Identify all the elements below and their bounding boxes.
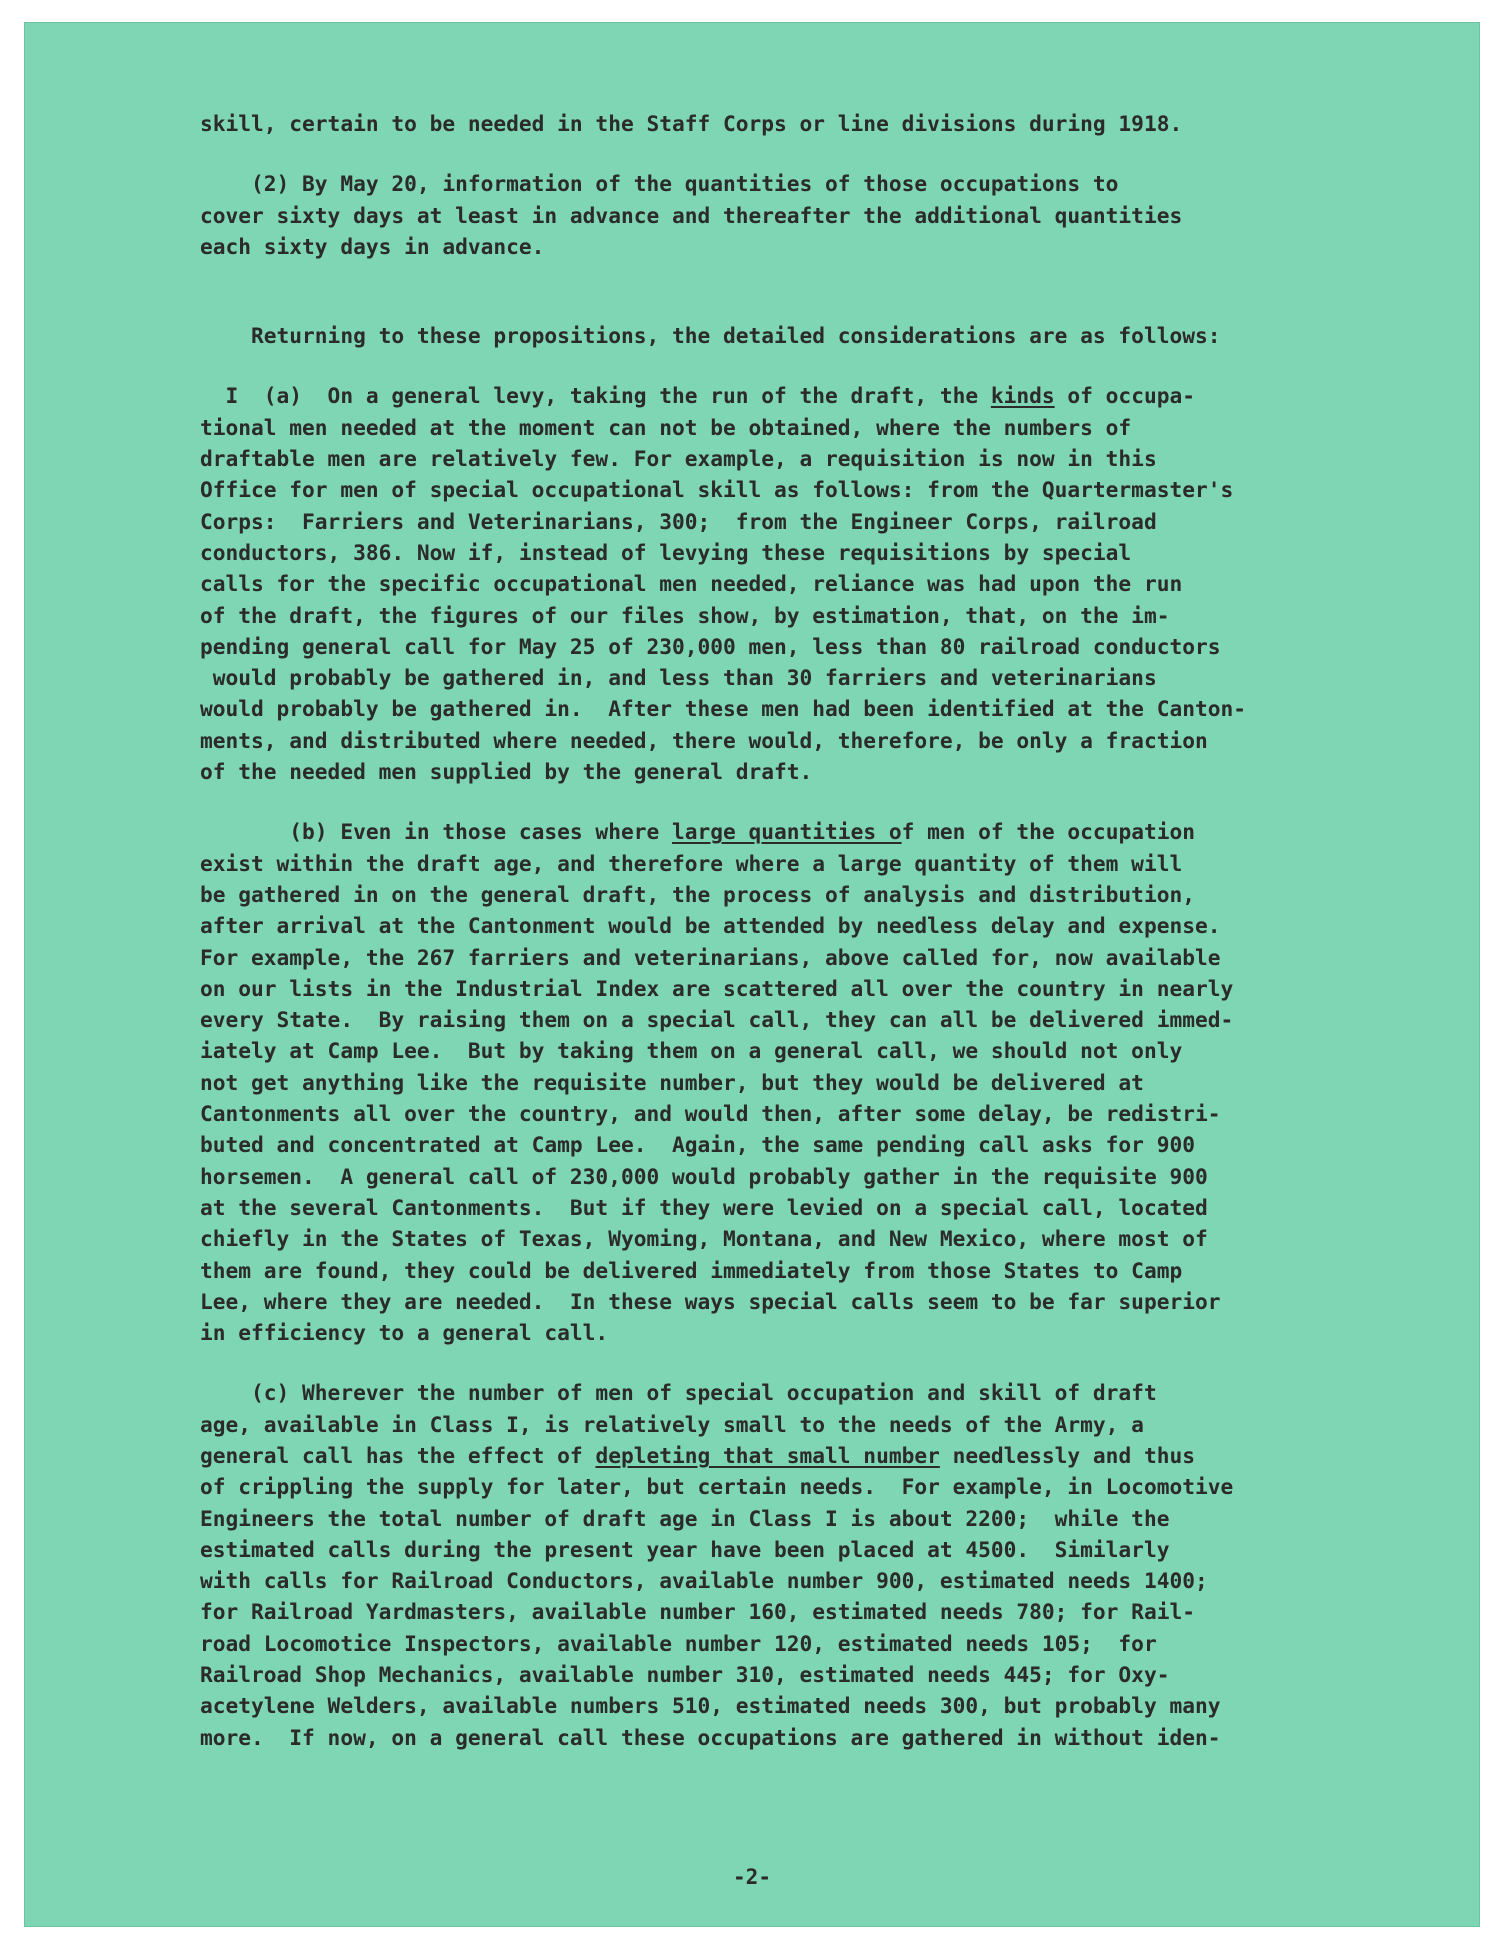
text-line: every State. By raising them on a special call, they can all be delivered immed- [200, 1007, 1234, 1033]
text-fragment: general call has the effect of [200, 1442, 596, 1468]
text-line: after arrival at the Cantonment would be attended by needless delay and expense. [200, 913, 1221, 939]
text-line: tional men needed at the moment can not be obtained, where the numbers of [200, 414, 1132, 440]
text-line: iately at Camp Lee. But by taking them on a general call, we should not only [200, 1038, 1183, 1064]
text-line: each sixty days in advance. [200, 233, 545, 259]
text-line: would probably be gathered in. After these men had been identified at the Canton- [200, 696, 1246, 722]
text-line: chiefly in the States of Texas, Wyoming, Montana, and New Mexico, where most of [200, 1226, 1208, 1252]
paragraph-2 [200, 168, 1445, 262]
text-line: Cantonments all over the country, and would then, after some delay, be redistri- [200, 1101, 1221, 1127]
text-line: age, available in Class I, is relatively small to the needs of the Army, a [200, 1411, 1144, 1437]
text-fragment: I (a) On a general levy, taking the run of the draft, the [200, 383, 991, 409]
paragraph-b [200, 816, 1445, 1348]
text-line: Office for men of special occupational skill as follows: from the Quartermaster's [200, 477, 1234, 503]
text-line: calls for the specific occupational men needed, reliance was had upon the run [200, 571, 1183, 597]
text-line: exist within the draft age, and therefore where a large quantity of them will [200, 850, 1183, 876]
text-line: For example, the 267 farriers and veterinarians, above called for, now available [200, 944, 1221, 970]
document-body [200, 108, 1445, 1753]
text-line: of crippling the supply for later, but certain needs. For example, in Locomotive [200, 1474, 1234, 1500]
text-fragment: f men of the occupation [901, 819, 1195, 845]
text-line [200, 816, 1445, 847]
paragraph-i-a [200, 380, 1445, 787]
text-line: Engineers the total number of draft age in Class I is about 2200; while the [200, 1505, 1170, 1531]
returning-line: Returning to these propositions, the detailed considerations are as follows: [200, 323, 1221, 349]
opening-line: skill, certain to be needed in the Staff Corps or line divisions during 1918. [200, 111, 1183, 136]
text-line: cover sixty days at least in advance and thereafter the additional quantities [200, 202, 1183, 228]
text-line: Lee, where they are needed. In these ways special calls seem to be far superior [200, 1288, 1221, 1314]
text-line: pending general call for May 25 of 230,000 men, less than 80 railroad conductors [200, 633, 1221, 659]
text-line: for Railroad Yardmasters, available number 160, estimated needs 780; for Rail- [200, 1599, 1195, 1625]
text-line: at the several Cantonments. But if they were levied on a special call, located [200, 1194, 1208, 1220]
text-line: ments, and distributed where needed, there would, therefore, be only a fraction [200, 727, 1208, 753]
underlined-kinds: kinds [990, 383, 1055, 409]
text-line [200, 1440, 1445, 1471]
text-line: Railroad Shop Mechanics, available number 310, estimated needs 445; for Oxy- [200, 1662, 1170, 1688]
text-line: buted and concentrated at Camp Lee. Again, the same pending call asks for 900 [200, 1132, 1195, 1158]
text-line: acetylene Welders, available numbers 510, estimated needs 300, but probably many [200, 1693, 1221, 1719]
text-line: not get anything like the requisite number, but they would be delivered at [200, 1069, 1144, 1095]
text-line: with calls for Railroad Conductors, available number 900, estimated needs 1400; [200, 1568, 1208, 1594]
text-fragment: of occupa- [1054, 383, 1195, 409]
text-fragment: (b) Even in those cases where [200, 819, 672, 845]
text-line [200, 380, 1445, 411]
text-line: in efficiency to a general call. [200, 1320, 609, 1346]
paragraph-c [200, 1377, 1445, 1753]
page-number: -2- [733, 1865, 771, 1889]
text-line: of the draft, the figures of our files show, by estimation, that, on the im- [200, 602, 1170, 628]
text-line: would probably be gathered in, and less than 30 farriers and veterinarians [200, 665, 1157, 691]
text-line: horsemen. A general call of 230,000 would probably gather in the requisite 900 [200, 1163, 1208, 1189]
underlined-large-quantities: large quantities o [671, 819, 902, 845]
text-line: (c) Wherever the number of men of special occupation and skill of draft [200, 1380, 1157, 1406]
text-line: (2) By May 20, information of the quantities of those occupations to [200, 171, 1119, 197]
text-line: on our lists in the Industrial Index are scattered all over the country in nearly [200, 975, 1234, 1001]
text-line: conductors, 386. Now if, instead of levying these requisitions by special [200, 539, 1132, 565]
text-line: road Locomotice Inspectors, available number 120, estimated needs 105; for [200, 1630, 1157, 1656]
text-line: be gathered in on the general draft, the process of analysis and distribution, [200, 881, 1195, 907]
text-fragment: needlessly and thus [939, 1442, 1195, 1468]
text-line: more. If now, on a general call these occupations are gathered in without iden- [200, 1724, 1221, 1750]
underlined-depleting: depleting that small number [595, 1442, 940, 1468]
text-line: them are found, they could be delivered immediately from those States to Camp [200, 1257, 1183, 1283]
text-line: of the needed men supplied by the general draft. [200, 759, 813, 785]
text-line: draftable men are relatively few. For example, a requisition is now in this [200, 446, 1157, 472]
text-line: estimated calls during the present year have been placed at 4500. Similarly [200, 1536, 1170, 1562]
document-page [24, 22, 1480, 1927]
text-line: Corps: Farriers and Veterinarians, 300; from the Engineer Corps, railroad [200, 508, 1157, 534]
